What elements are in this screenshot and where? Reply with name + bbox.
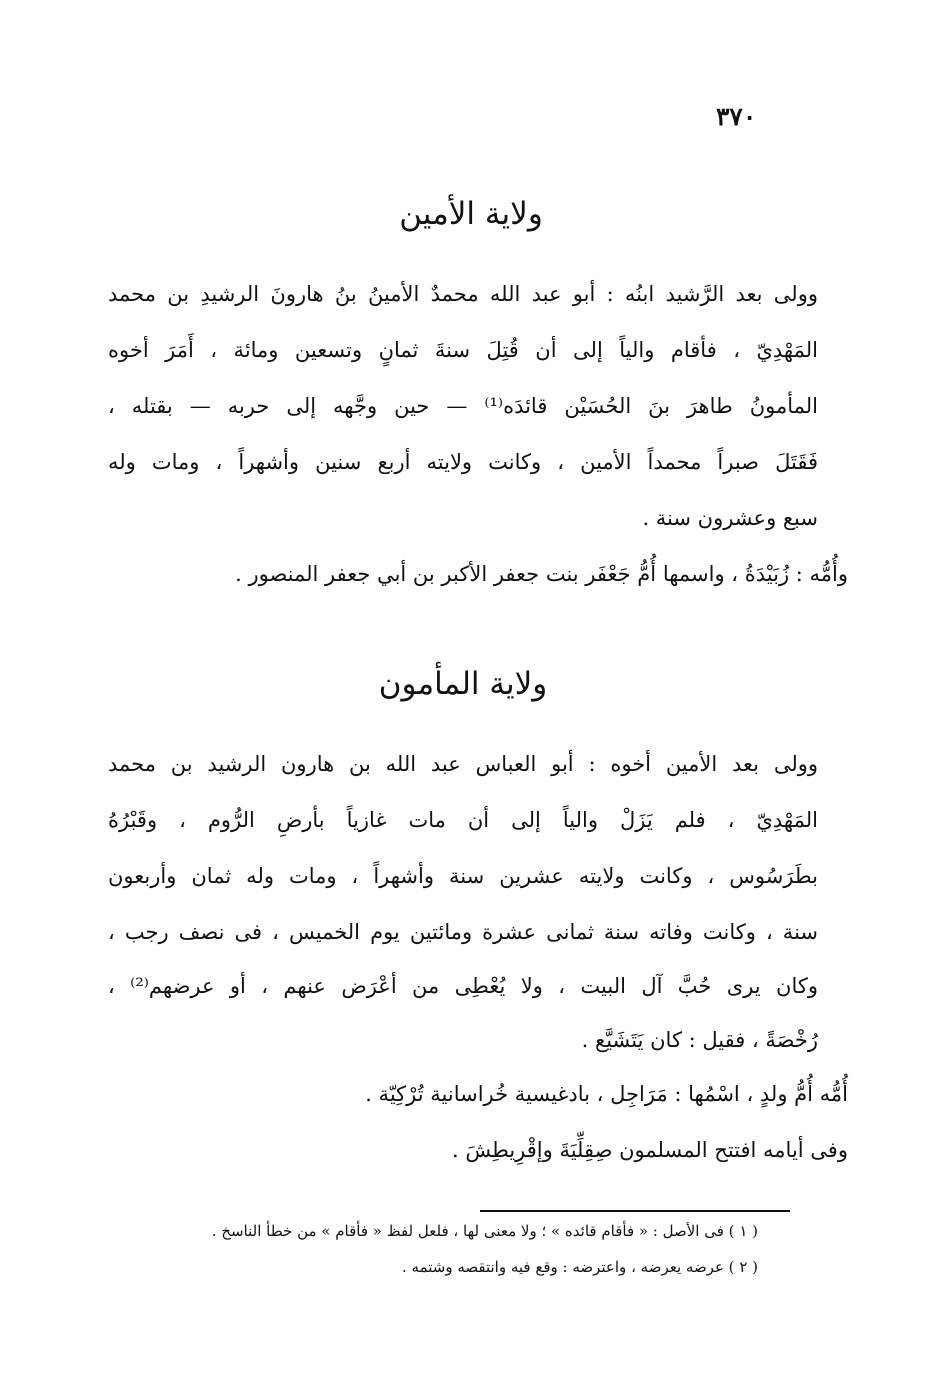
paragraph-line: سنة ، وكانت وفاته سنة ثمانى عشرة ومائتين يوم الخميس ، فى نصف رجب ،: [108, 920, 818, 944]
paragraph-line: وولى بعد الرَّشيد ابنُه : أبو عبد الله محمدٌ الأمينُ بنُ هارونَ الرشيدِ بن محمد: [108, 282, 818, 306]
section-title-al-mamun: ولاية المأمون: [378, 666, 548, 702]
paragraph-line: المَهْدِيّ ، فأقام والياً إلى أن قُتِلَ سنةَ ثمانٍ وتسعين ومائة ، أَمَرَ أخوه: [108, 338, 818, 362]
paragraph-line: فَقَتَلَ صبراً محمداً الأمين ، وكانت ولايته أربع سنين وأشهراً ، ومات وله: [108, 450, 818, 474]
paragraph-line: وفى أيامه افتتح المسلمون صِقِلِّيَةَ وإقْرِيطِشَ .: [451, 1138, 848, 1162]
paragraph-line: وكان يرى حُبَّ آل البيت ، ولا يُعْطِى من أعْرَض عنهم ، أو عرضهم⁽²⁾ ،: [108, 974, 818, 998]
paragraph-line: سبع وعشرون سنة .: [642, 506, 818, 530]
footnote-divider: [480, 1210, 790, 1212]
paragraph-line: وأُمُّه : زُبَيْدَةُ ، واسمها أُمُّ جَعْفَر بنت جعفر الأكبر بن أبي جعفر المنصور .: [235, 562, 848, 586]
paragraph-line: وولى بعد الأمين أخوه : أبو العباس عبد الله بن هارون الرشيد بن محمد: [108, 752, 818, 776]
paragraph-line: رُخْصَةً ، فقيل : كان يَتَشَيَّع .: [581, 1028, 818, 1052]
footnote-1: ( ١ ) فى الأصل : « فأقام قائده » ؛ ولا معنى لها ، فلعل لفظ « فأقام » من خطأ الناسخ .: [211, 1222, 758, 1240]
paragraph-line: بطَرَسُوس ، وكانت ولايته عشرين سنة وأشهراً ، ومات وله ثمان وأربعون: [108, 864, 818, 888]
paragraph-line: المأمونُ طاهرَ بنَ الحُسَيْن قائدَه⁽¹⁾ — حين وجَّهه إلى حربه — بقتله ،: [108, 394, 818, 418]
page-number: ٣٧٠: [716, 102, 757, 131]
paragraph-line: المَهْدِيّ ، فلم يَزَلْ والياً إلى أن مات غازياً بأرضِ الرُّوم ، وقَبْرُهُ: [108, 808, 818, 832]
section-title-al-amin: ولاية الأمين: [399, 196, 543, 232]
footnote-2: ( ٢ ) عرضه يعرضه ، واعترضه : وقع فيه وانتقصه وشتمه .: [401, 1258, 758, 1276]
paragraph-line: أُمُّه أُمُّ ولدٍ ، اسْمُها : مَرَاجِل ، بادغيسية خُراسانية تُرْكِيّة .: [365, 1082, 848, 1106]
